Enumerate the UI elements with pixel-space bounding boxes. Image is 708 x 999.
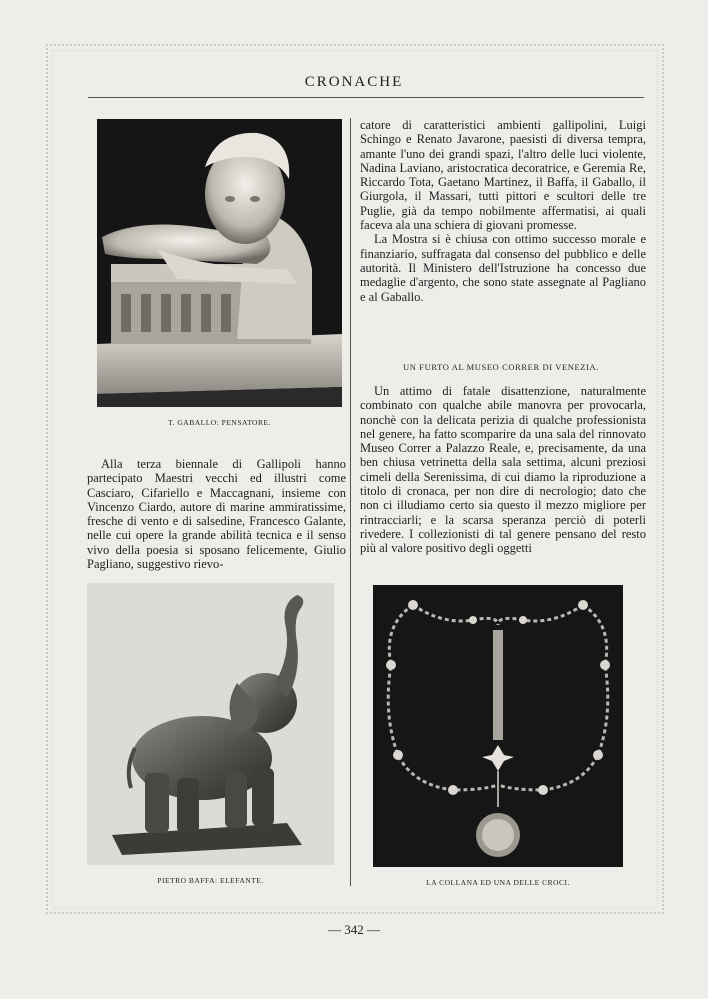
section-title-furto: UN FURTO AL MUSEO CORRER DI VENEZIA. (403, 362, 599, 372)
right-column-text-furto (360, 384, 646, 556)
photo-pensatore (97, 119, 342, 407)
left-column-text (87, 457, 346, 571)
caption-collana: LA COLLANA ED UNA DELLE CROCI. (426, 878, 570, 887)
column-divider (350, 118, 351, 886)
page-number: — 342 — (328, 922, 380, 937)
caption-elefante: PIETRO BAFFA: ELEFANTE. (157, 876, 264, 885)
paragraph-mostra: La Mostra si è chiusa con ottimo successo morale e finanziario, suffragata dal consenso del pubblico e delle autorità. Il Ministero dell'Istruzione ha concesso due medaglie d'argento, che sono state assegnate al Pagliano e al Gaballo. (360, 232, 646, 304)
elephant-sculpture-image (87, 583, 334, 865)
photo-collana (373, 585, 623, 867)
paragraph-biennale: Alla terza biennale di Gallipoli hanno partecipato Maestri vecchi ed illustri come Casciaro, Cifariello e Maccagnani, insieme con Vincenzo Ciardo, autore di marine ammiratissime, fresche di vento e di salsedine, Francesco Galante, nelle cui opere la grande abilità tecnica e il senso vivo della poesia si sposano felicemente, Giulio Pagliano, suggestivo rievo- (87, 457, 346, 572)
page-header: CRONACHE (304, 74, 404, 90)
right-column-text (360, 118, 646, 304)
necklace-image (373, 585, 623, 867)
caption-pensatore: T. GABALLO: PENSATORE. (168, 418, 271, 427)
header-rule (88, 97, 644, 98)
paragraph-artisti: catore di caratteristici ambienti gallipolini, Luigi Schingo e Renato Javarone, paesisti di diversa tempra, amante l'uno dei grandi spazi, l'altro delle luci violente, Nadina Laviano, aristocratica decoratrice, e Geremia Re, Riccardo Tota, Gaetano Martinez, il Baffa, il Gaballo, il Giurgola, il Massari, tutti pittori e scultori delle tre Puglie, già da tempo nobilmente affermatisi, ai quali faceva ala una schiera di giovani promesse. (360, 118, 646, 233)
sculpture-bust-image (97, 119, 342, 407)
paragraph-furto: Un attimo di fatale disattenzione, naturalmente combinato con qualche abile manovra per provocarla, nonchè con la delicata perizia di qualche professionista nel genere, ha fatto scomparire da una sala del rinnovato Museo Correr a Palazzo Reale, e, precisamente, da una ben chiusa vetrinetta della sala settima, alcuni preziosi cimeli della Serenissima, di cui diamo la riproduzione a titolo di cronaca, per non dire di necrologio; dato che non ci illudiamo certo sia questo il mezzo migliore per rintracciarli; e la scarsa speranza perciò di poterli rivedere. I collezionisti di tal genere pensano del resto più al valore positivo degli oggetti (360, 384, 646, 556)
photo-elefante (87, 583, 334, 865)
